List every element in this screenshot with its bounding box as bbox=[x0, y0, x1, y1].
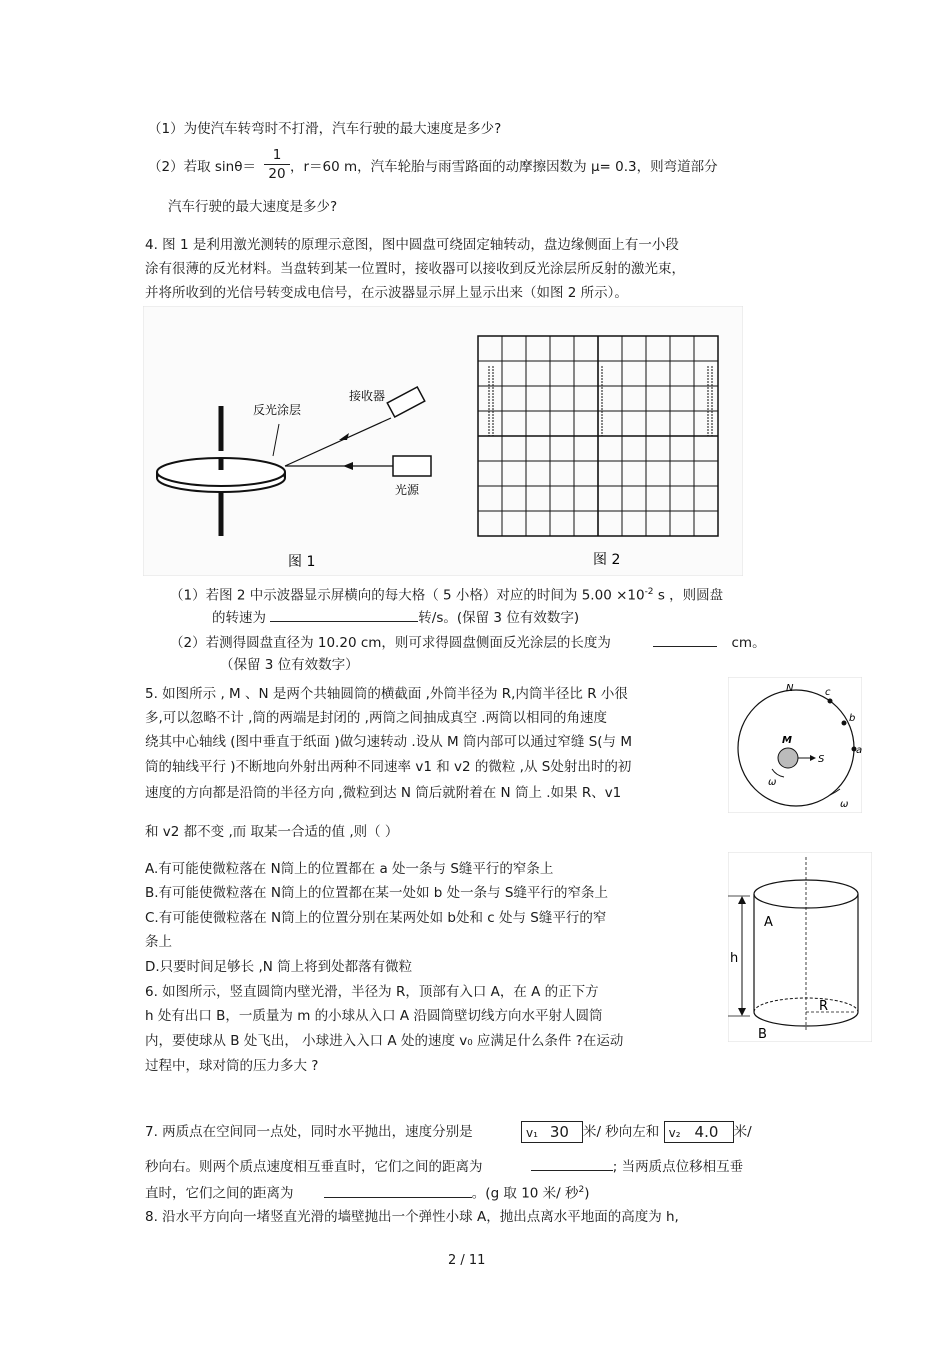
label-R: R bbox=[819, 999, 829, 1014]
q7-text-pre: 7. 两质点在空间同一点处，同时水平抛出，速度分别是 bbox=[145, 1124, 473, 1140]
q4-sub2-text-b: cm。 bbox=[731, 635, 766, 651]
q4-sub2-text-a: （2）若测得圆盘直径为 10.20 cm，则可求得圆盘侧面反光涂层的长度为 bbox=[170, 635, 611, 651]
label-receiver: 接收器 bbox=[349, 389, 386, 403]
label-A: A bbox=[764, 915, 773, 930]
v2-box bbox=[664, 1121, 734, 1143]
q8-line1: 8. 沿水平方向向一堵竖直光滑的墙壁抛出一个弹性小球 A，抛出点离水平地面的高度为 h, bbox=[145, 1209, 679, 1225]
q7-text-l2b: ; 当两质点位移相互垂 bbox=[612, 1159, 744, 1175]
q5-option-d: D.只要时间足够长 ,N 筒上将到处都落有微粒 bbox=[145, 959, 413, 975]
label-a: a bbox=[856, 745, 862, 756]
label-c: c bbox=[825, 687, 831, 698]
q7-line3 bbox=[145, 1181, 590, 1203]
q7-text-mid: 米/ 秒向左和 bbox=[582, 1124, 660, 1140]
label-B: B bbox=[758, 1027, 767, 1042]
label-S: S bbox=[818, 754, 825, 765]
q3-part2-cont: 汽车行驶的最大速度是多少? bbox=[168, 199, 338, 215]
q7-text-post: 米/ bbox=[733, 1124, 752, 1140]
q7-line1 bbox=[145, 1120, 752, 1144]
q7-text-l3a: 直时，它们之间的距离为 bbox=[145, 1185, 294, 1202]
exponent: -2 bbox=[644, 587, 654, 597]
point-c bbox=[828, 699, 833, 704]
q5-line4: 筒的轴线平行 )不断地向外射出两种不同速率 v1 和 v2 的微粒 ,从 S处射出时的初 bbox=[145, 759, 632, 775]
q4-line1: 4. 图 1 是利用激光测转的原理示意图，图中圆盘可绕固定轴转动，盘边缘侧面上有一小段 bbox=[145, 237, 679, 253]
q6-line1: 6. 如图所示，竖直圆筒内壁光滑，半径为 R，顶部有入口 A，在 A 的正下方 bbox=[145, 984, 599, 1000]
label-N: N bbox=[786, 683, 794, 694]
q7-text-l3c: ) bbox=[584, 1185, 590, 1202]
q4-sub1-line2 bbox=[212, 607, 579, 627]
q3-part2-post: ，r＝60 m，汽车轮胎与雨雪路面的动摩擦因数为 μ= 0.3，则弯道部分 bbox=[290, 159, 718, 175]
q4-figure bbox=[143, 306, 743, 576]
q4-sub1-text-d: 转/s。(保留 3 位有效数字) bbox=[418, 610, 580, 626]
q5-option-c-cont: 条上 bbox=[145, 934, 172, 950]
q4-sub1-text-b: s ，则圆盘 bbox=[653, 587, 724, 604]
q6-line4: 过程中，球对筒的压力多大 ? bbox=[145, 1058, 319, 1074]
v2-label: v₂ bbox=[668, 1126, 681, 1140]
q6-line2: h 处有出口 B，一质量为 m 的小球从入口 A 沿圆筒壁切线方向水平射人圆筒 bbox=[145, 1008, 603, 1024]
answer-blank[interactable] bbox=[531, 1156, 613, 1171]
q4-line2: 涂有很薄的反光材料。当盘转到某一位置时，接收器可以接收到反光涂层所反射的激光束， bbox=[145, 261, 685, 277]
q3-part2-pre: （2）若取 sinθ＝ bbox=[148, 159, 256, 175]
answer-blank[interactable] bbox=[653, 632, 717, 647]
q4-sub1-text-a: （1）若图 2 中示波器显示屏横向的每大格（ 5 小格）对应的时间为 5.00 ×10 bbox=[170, 587, 645, 604]
v2-value: 4.0 bbox=[694, 1123, 719, 1141]
q5-line1: 5. 如图所示 , M 、N 是两个共轴圆筒的横截面 ,外筒半径为 R,内筒半径比 R 小很 bbox=[145, 686, 628, 702]
q5-line5: 速度的方向都是沿筒的半径方向 ,微粒到达 N 筒后就附着在 N 筒上 .如果 R、v1 bbox=[145, 785, 622, 801]
v1-label: v₁ bbox=[525, 1126, 538, 1140]
fraction-denominator: 20 bbox=[268, 166, 286, 182]
v1-value: 30 bbox=[549, 1123, 569, 1141]
label-b: b bbox=[849, 713, 856, 724]
label-coating: 反光涂层 bbox=[253, 403, 302, 417]
v1-box bbox=[521, 1121, 583, 1143]
q7-text-l2a: 秒向右。则两个质点速度相互垂直时，它们之间的距离为 bbox=[145, 1159, 483, 1175]
q4-sub2-line1 bbox=[170, 632, 766, 652]
q5-option-a: A.有可能使微粒落在 N筒上的位置都在 a 处一条与 S缝平行的窄条上 bbox=[145, 861, 554, 877]
q4-sub1-line1 bbox=[170, 583, 723, 605]
page-number: 2 / 11 bbox=[448, 1253, 486, 1268]
q6-figure bbox=[728, 852, 872, 1042]
q3-part1: （1）为使汽车转弯时不打滑，汽车行驶的最大速度是多少? bbox=[148, 121, 502, 137]
q5-option-b: B.有可能使微粒落在 N筒上的位置都在某一处如 b 处一条与 S缝平行的窄条上 bbox=[145, 885, 608, 901]
q7-line2 bbox=[145, 1156, 743, 1176]
q4-sub2-line2: （保留 3 位有效数字） bbox=[220, 657, 359, 673]
exponent: 2 bbox=[578, 1185, 585, 1195]
label-M: M bbox=[782, 735, 792, 746]
answer-blank[interactable] bbox=[270, 607, 418, 622]
label-h: h bbox=[730, 951, 739, 966]
inner-cylinder-M bbox=[778, 748, 798, 768]
q5-line3: 绕其中心轴线 (图中垂直于纸面 )做匀速转动 .设从 M 筒内部可以通过窄缝 S(与 M bbox=[145, 734, 632, 750]
q6-line3: 内，要使球从 B 处飞出， 小球进入入口 A 处的速度 v₀ 应满足什么条件 ?在运动 bbox=[145, 1033, 624, 1049]
point-b bbox=[842, 721, 847, 726]
q5-line6: 和 v2 都不变 ,而 取某一合适的值 ,则（ ） bbox=[145, 824, 399, 840]
q7-text-l3b: 。(g 取 10 米/ 秒 bbox=[471, 1185, 579, 1202]
q5-option-c: C.有可能使微粒落在 N筒上的位置分别在某两处如 b处和 c 处与 S缝平行的窄 bbox=[145, 910, 607, 926]
label-omega-outer: ω bbox=[840, 799, 849, 810]
label-source: 光源 bbox=[395, 483, 420, 497]
answer-blank[interactable] bbox=[324, 1183, 472, 1198]
q3-fraction bbox=[264, 147, 290, 182]
q4-sub1-text-c: 的转速为 bbox=[212, 610, 266, 626]
figure1-caption: 图 1 bbox=[288, 554, 316, 570]
figure2-caption: 图 2 bbox=[593, 552, 621, 568]
q5-line2: 多,可以忽略不计 ,筒的两端是封闭的 ,两筒之间抽成真空 .两筒以相同的角速度 bbox=[145, 710, 608, 726]
q4-line3: 并将所收到的光信号转变成电信号，在示波器显示屏上显示出来（如图 2 所示）。 bbox=[145, 285, 628, 301]
q5-figure bbox=[728, 677, 862, 813]
light-source-box bbox=[393, 456, 431, 476]
label-omega-inner: ω bbox=[768, 777, 777, 788]
fraction-numerator: 1 bbox=[272, 147, 282, 163]
